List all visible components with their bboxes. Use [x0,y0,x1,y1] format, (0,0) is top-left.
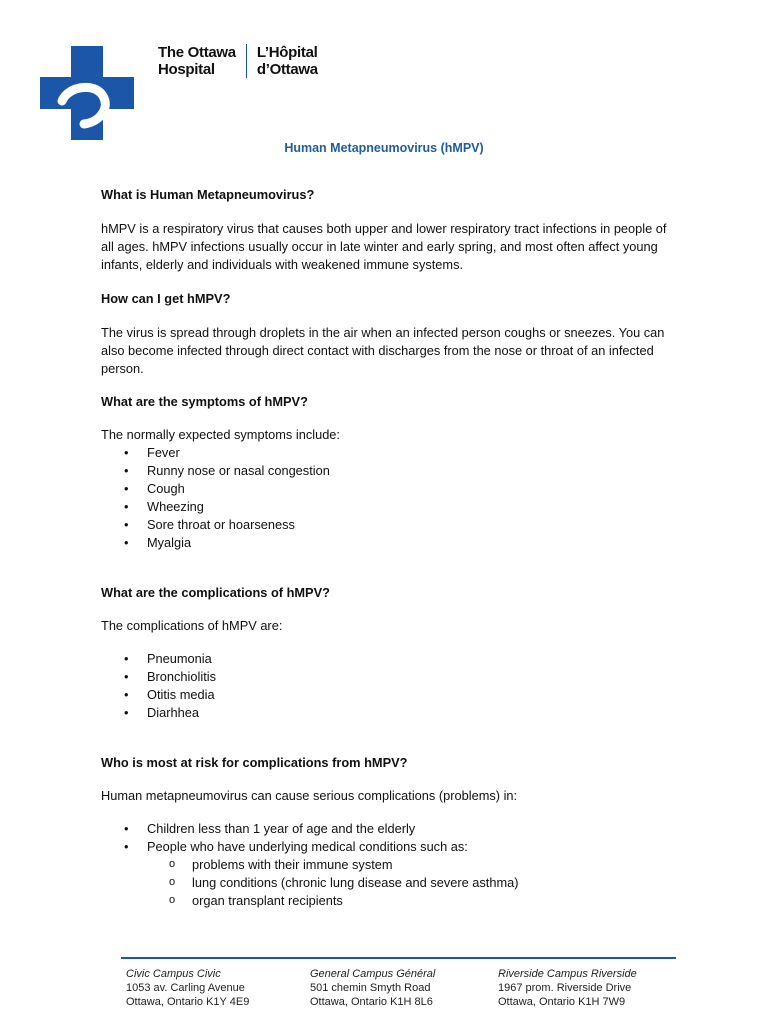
footer-civic-campus [126,967,249,1009]
document-body [101,186,671,910]
complications-list [101,650,671,722]
list-item: • Cough [101,480,671,498]
paragraph-what-is: hMPV is a respiratory virus that causes both upper and lower respiratory tract infections in people of all ages. hMPV infections usually occur in late winter and early spring, and most often affect young infants, elderly and individuals with weakened immune systems. [101,221,667,272]
campus-city: Ottawa, Ontario K1H 7W9 [498,996,626,1008]
section-heading-complications: What are the complications of hMPV? [101,585,330,600]
footer-general-campus [310,967,435,1009]
list-item: • People who have underlying medical conditions such as: [101,838,671,856]
hospital-name-en: The Ottawa Hospital [158,44,236,78]
list-item: • Pneumonia [101,650,671,668]
campus-address: 1053 av. Carling Avenue [126,982,245,994]
sub-list-item: o problems with their immune system [101,856,671,874]
section-heading-symptoms: What are the symptoms of hMPV? [101,394,308,409]
complications-intro: The complications of hMPV are: [101,618,283,633]
list-item: • Myalgia [101,534,671,552]
campus-city: Ottawa, Ontario K1Y 4E9 [126,996,250,1008]
section-heading-what-is: What is Human Metapneumovirus? [101,187,315,202]
list-item: • Runny nose or nasal congestion [101,462,671,480]
campus-name: General Campus Général [310,968,436,980]
hospital-name-fr: L’Hôpital d’Ottawa [256,44,318,78]
list-item: • Wheezing [101,498,671,516]
campus-address: 1967 prom. Riverside Drive [498,982,632,994]
sub-list-item: o organ transplant recipients [101,892,671,910]
list-item: • Bronchiolitis [101,668,671,686]
section-heading-how-get: How can I get hMPV? [101,291,231,306]
list-item: • Children less than 1 year of age and the elderly [101,820,671,838]
hospital-logo-icon [40,46,134,140]
logo-divider [246,44,247,78]
list-item: • Diarhhea [101,704,671,722]
list-item: • Sore throat or hoarseness [101,516,671,534]
campus-city: Ottawa, Ontario K1H 8L6 [310,996,433,1008]
footer-rule [121,957,676,959]
risk-intro: Human metapneumovirus can cause serious complications (problems) in: [101,788,518,803]
section-heading-risk: Who is most at risk for complications from hMPV? [101,755,408,770]
campus-name: Civic Campus Civic [126,968,221,980]
hospital-name [158,44,318,78]
sub-list-item: o lung conditions (chronic lung disease and severe asthma) [101,874,671,892]
document-title: Human Metapneumovirus (hMPV) [284,141,484,155]
footer-riverside-campus [498,967,637,1009]
list-item: • Fever [101,444,671,462]
risk-list [101,820,671,856]
campus-address: 501 chemin Smyth Road [310,982,431,994]
list-item: • Otitis media [101,686,671,704]
paragraph-how-get: The virus is spread through droplets in the air when an infected person coughs or sneezes. You can also become infected through direct contact with discharges from the nose or throat of an infected person. [101,325,665,376]
symptoms-intro: The normally expected symptoms include: [101,427,340,442]
symptoms-list [101,444,671,552]
campus-name: Riverside Campus Riverside [498,968,637,980]
risk-sublist [101,856,671,910]
